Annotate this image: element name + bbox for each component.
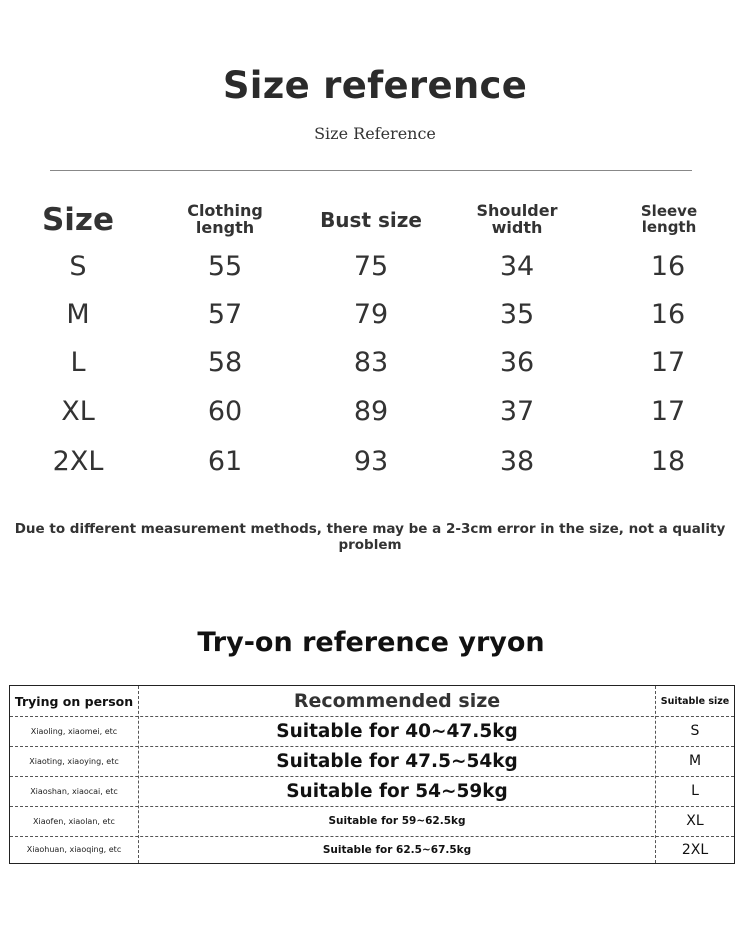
tryon-person-cell: Xiaoshan, xiaocai, etc [30,786,118,796]
bust-size-cell: 75 [353,250,389,282]
clothing-length-cell: 55 [207,250,243,282]
page-title: Size reference [222,64,528,107]
tryon-person-cell: Xiaohuan, xiaoqing, etc [26,845,122,854]
tryon-recommended-cell: Suitable for 40~47.5kg [276,720,518,742]
tryon-recommended-cell: Suitable for 54~59kg [286,780,508,802]
shoulder-width-cell: 35 [499,298,535,330]
page-subtitle: Size Reference [314,124,436,143]
measurement-note: Due to different measurement methods, there may be a 2-3cm error in the size, not a quality problem [14,521,726,553]
column-header-sleeve-length: Sleeve length [640,202,698,236]
tryon-header-recommended: Recommended size [293,690,501,712]
column-header-clothing-length: Clothing length [187,201,263,237]
size-row [0,246,750,286]
tryon-size-cell: XL [686,813,704,829]
column-header-bust-size: Bust size [320,207,422,232]
tryon-row [10,776,734,806]
size-cell: XL [61,395,95,427]
tryon-recommended-cell: Suitable for 47.5~54kg [276,750,518,772]
bust-size-cell: 79 [353,298,389,330]
shoulder-width-cell: 34 [499,250,535,282]
tryon-table [9,685,735,864]
size-row [0,391,750,431]
bust-size-cell: 93 [353,445,389,477]
clothing-length-cell: 57 [207,298,243,330]
column-header-shoulder-width: Shoulder width [476,201,558,237]
sleeve-length-cell: 18 [650,445,686,477]
tryon-row [10,836,734,863]
size-row [0,294,750,334]
clothing-length-cell: 61 [207,445,243,477]
shoulder-width-cell: 37 [499,395,535,427]
sleeve-length-cell: 16 [650,298,686,330]
size-cell: L [70,346,86,378]
clothing-length-cell: 58 [207,346,243,378]
size-row [0,342,750,382]
tryon-person-cell: Xiaoling, xiaomei, etc [30,726,118,736]
sleeve-length-cell: 17 [650,346,686,378]
tryon-recommended-cell: Suitable for 59~62.5kg [328,815,466,827]
size-table-header [0,190,750,250]
tryon-person-cell: Xiaoting, xiaoying, etc [29,756,119,766]
tryon-row [10,716,734,746]
tryon-row [10,806,734,836]
tryon-header-row [10,686,734,716]
tryon-size-cell: 2XL [681,841,709,858]
tryon-recommended-cell: Suitable for 62.5~67.5kg [322,843,472,856]
tryon-header-suitable: Suitable size [660,695,730,707]
tryon-person-cell: Xiaofen, xiaolan, etc [33,816,115,826]
size-cell: S [69,250,87,282]
sleeve-length-cell: 17 [650,395,686,427]
tryon-size-cell: S [690,723,700,739]
tryon-row [10,746,734,776]
bust-size-cell: 83 [353,346,389,378]
column-header-size: Size [41,201,115,238]
sleeve-length-cell: 16 [650,250,686,282]
size-cell: 2XL [52,445,104,477]
tryon-size-cell: L [691,783,699,799]
bust-size-cell: 89 [353,395,389,427]
tryon-header-person: Trying on person [14,693,134,709]
title-divider [50,170,692,171]
tryon-title: Try-on reference yryon [197,627,545,658]
size-row [0,441,750,481]
shoulder-width-cell: 36 [499,346,535,378]
size-cell: M [66,298,90,330]
clothing-length-cell: 60 [207,395,243,427]
shoulder-width-cell: 38 [499,445,535,477]
tryon-size-cell: M [688,753,702,769]
